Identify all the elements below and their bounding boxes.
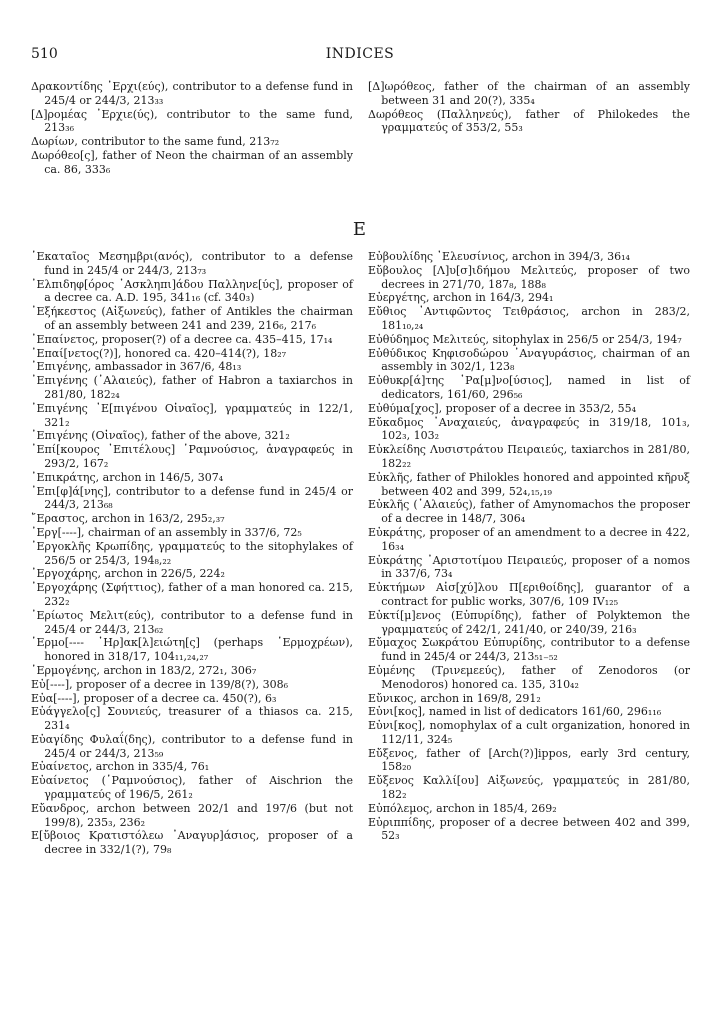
index-entry: ᾿Εργοχάρης (Σφήττιος), father of a man honored ca. 215, 232₂ [31, 581, 353, 608]
index-entry: [Δ]ωρόθεος, father of the chairman of an assembly between 31 and 20(?), 335₄ [368, 80, 690, 107]
index-entry: Εὐα[----], proposer of a decree ca. 450(?), 6₃ [31, 691, 277, 705]
index-entry: ᾿Επιγένης ᾿Ε[πιγένου Οἰναῖος], γραμματεύς in 122/1, 321₂ [31, 401, 353, 429]
index-entry: ᾿Ελπιδηφ[όρος ᾿Ασκληπι]άδου Παλληνε[ύς], proposer of a decree ca. A.D. 195, 341₁₆ (cf. 340₃) [31, 277, 353, 305]
index-entry: Εὐκλείδης Λυσιστράτου Πειραιεύς, taxiarchos in 281/80, 182₂₂ [368, 443, 690, 470]
index-entry: ῾Εκαταῖος Μεσημβρι(ανός), contributor to a defense fund in 245/4 or 244/3, 213₇₃ [31, 250, 353, 277]
index-entry: Εὐαίνετος, archon in 335/4, 76₁ [31, 760, 210, 774]
index-entry: Ε[ὔβοιος Κρατιστόλεω ᾿Αναγυρ]άσιος, proposer of a decree in 332/1(?), 79₈ [31, 829, 353, 857]
index-entry: Εὔξενος, father of [Arch(?)]ippos, early 3rd century, 158₂₀ [368, 746, 690, 774]
index-entry: Εὐβουλίδης ᾿Ελευσίνιος, archon in 394/3, 36₁₄ [368, 250, 630, 263]
index-entry: ᾿Εργοχάρης, archon in 226/5, 224₂ [31, 567, 225, 581]
index-entry: Εὐκλῆς, father of Philokles honored and appointed κῆρυξ between 402 and 399, 52₄,₁₅,₁₉ [368, 470, 690, 498]
index-entry: ᾿Επι[φ]ά[νης], contributor to a defense fund in 245/4 or 244/3, 213₆₈ [31, 484, 353, 512]
index-entry: Εὐθύδικος Κηφισοδώρου ᾿Αναγυράσιος, chairman of an assembly in 302/1, 123₈ [368, 346, 690, 374]
index-entry: Δωρίων, contributor to the same fund, 213₇₂ [31, 135, 280, 149]
index-entry: ᾿Επιγένης, ambassador in 367/6, 48₁₃ [31, 360, 242, 374]
index-entry: Δρακοντίδης ᾿Ερχι(εύς), contributor to a defense fund in 245/4 or 244/3, 213₃₃ [31, 80, 353, 107]
index-entry: [Δ]ρομέας ᾿Ερχιε(ύς), contributor to the same fund, 213₃₆ [31, 107, 353, 135]
index-entry: Εὐκτήμων Αἰσ[χύ]λου Π[εριθοίδης], guarantor of a contract for public works, 307/6, 109 IV₁₂₅ [368, 581, 690, 608]
index-entry: Εὐριππίδης, proposer of a decree between 402 and 399, 52₃ [368, 815, 690, 843]
index-entry: Εὐάγγελο[ς] Σουνιεύς, treasurer of a thiasos ca. 215, 231₄ [31, 705, 353, 733]
index-column-right [368, 250, 690, 843]
index-entry: Δωρόθεος (Παλληνεύς), father of Philokedes the γραμματεύς of 353/2, 55₃ [368, 107, 690, 135]
index-entry: Εὔξενος Καλλί[ου] Αἰξωνεύς, γραμματεύς in 281/80, 182₂ [368, 774, 690, 802]
index-column-top-right [368, 80, 690, 135]
index-entry: ᾿Επιγένης (Οἰναῖος), father of the above, 321₂ [31, 429, 290, 443]
running-title: INDICES [325, 46, 395, 62]
index-entry: Εὔθιος ᾿Αντιφῶντος Τειθράσιος, archon in 283/2, 181₁₀,₂₄ [368, 305, 690, 332]
index-entry: Εὐκλῆς (᾿Αλαιεύς), father of Amynomachos the proposer of a decree in 148/7, 306₄ [368, 498, 690, 526]
index-entry: Εὐθύμα[χος], proposer of a decree in 353/2, 55₄ [368, 401, 637, 415]
index-entry: Εὐνι[κος], named in list of dedicators 161/60, 296₁₁₆ [368, 705, 662, 719]
index-entry: Εὔανδρος, archon between 202/1 and 197/6 (but not 199/8), 235₃, 236₂ [31, 801, 353, 829]
index-entry: Εὐνι[κος], nomophylax of a cult organization, honored in 112/11, 324₅ [368, 719, 690, 746]
index-entry: Δωρόθεο[ς], father of Neon the chairman of an assembly ca. 86, 333₆ [31, 148, 353, 176]
index-entry: ᾿Επιγένης (᾿Αλαιεύς), father of Habron a taxiarchos in 281/80, 182₂₄ [31, 374, 353, 401]
index-entry: ᾿Επί[κουρος ᾿Επιτέλους] ῾Ραμνούσιος, ἀναγραφεύς in 293/2, 167₂ [31, 443, 353, 470]
index-entry: ῾Ερμογένης, archon in 183/2, 272₁, 306₇ [31, 663, 257, 677]
index-entry: Εὐπόλεμος, archon in 185/4, 269₂ [368, 801, 557, 815]
running-head [31, 46, 689, 64]
index-entry: Εὐθυκρ[ά]της ῾Ρα[μ]νο[ύσιος], named in list of dedicators, 161/60, 296₅₆ [368, 374, 690, 401]
index-column-left [31, 250, 353, 857]
index-entry: ῎Εραστος, archon in 163/2, 295₂,₃₇ [31, 512, 225, 526]
index-entry: ᾿Επαίνετος, proposer(?) of a decree ca. 435–415, 17₁₄ [31, 332, 333, 346]
index-entry: ᾿Εξήκεστος (Αἰξωνεύς), father of Antikles the chairman of an assembly between 241 and 239, 216₆, 217₆ [31, 305, 353, 332]
index-entry: Εὐαγίδης Φυλαΐ(δης), contributor to a defense fund in 245/4 or 244/3, 213₅₉ [31, 732, 353, 760]
index-entry: Εὐαίνετος (῾Ραμνούσιος), father of Aischrion the γραμματεύς of 196/5, 261₂ [31, 774, 353, 802]
index-entry: Εὐθύδημος Μελιτεύς, sitophylax in 256/5 or 254/3, 194₇ [368, 332, 682, 346]
index-entry: ᾿Ερίωτος Μελιτ(εύς), contributor to a defense fund in 245/4 or 244/3, 213₆₂ [31, 608, 353, 636]
page-number: 510 [31, 46, 58, 62]
index-entry: ᾿Εργοκλῆς Κρωπίδης, γραμματεύς to the sitophylakes of 256/5 or 254/3, 194₈,₂₂ [31, 539, 353, 567]
index-entry: Εὔβουλος [Λ]υ[σ]ιδήμου Μελιτεύς, proposer of two decrees in 271/70, 187₈, 188₈ [368, 263, 690, 291]
index-entry: Εὐκράτης ᾿Αριστοτίμου Πειραιεύς, proposer of a nomos in 337/6, 73₄ [368, 553, 690, 581]
index-entry: Εὐμένης (Τρινεμεεύς), father of Zenodoros (or Menodoros) honored ca. 135, 310₄₂ [368, 663, 690, 691]
index-column-top-left [31, 80, 353, 177]
index-entry: Εὔμαχος Σωκράτου Εὐπυρίδης, contributor to a defense fund in 245/4 or 244/3, 213₅₁₋₅₂ [368, 636, 690, 664]
index-entry: ῾Ερμο[---- ῾Ηρ]ακ[λ]ειώτη[ς] (perhaps ῾Ερμοχρέων), honored in 318/17, 104₁₁,₂₄,₂₇ [31, 636, 353, 664]
index-entry: Εὔνικος, archon in 169/8, 291₂ [368, 691, 541, 705]
index-entry: Εὐ[----], proposer of a decree in 139/8(?), 308₆ [31, 677, 289, 691]
index-entry: ᾿Επαί[νετος(?)], honored ca. 420–414(?), 18₂₇ [31, 346, 287, 360]
index-entry: Εὐεργέτης, archon in 164/3, 294₁ [368, 291, 554, 305]
index-entry: ᾿Εργ[----], chairman of an assembly in 337/6, 72₅ [31, 525, 302, 539]
index-entry: Εὔκαδμος ᾿Αναχαιεύς, ἀναγραφεύς in 319/18, 101₃, 102₃, 103₂ [368, 415, 690, 443]
index-entry: ᾿Επικράτης, archon in 146/5, 307₄ [31, 470, 224, 484]
index-entry: Εὐκράτης, proposer of an amendment to a decree in 422, 16₃₄ [368, 525, 690, 553]
index-entry: Εὐκτί[μ]ενος (Εὐπυρίδης), father of Polyktemon the γραμματεύς of 242/1, 241/40, or 240/39, 216₃ [368, 608, 690, 636]
section-letter: E [352, 219, 367, 240]
